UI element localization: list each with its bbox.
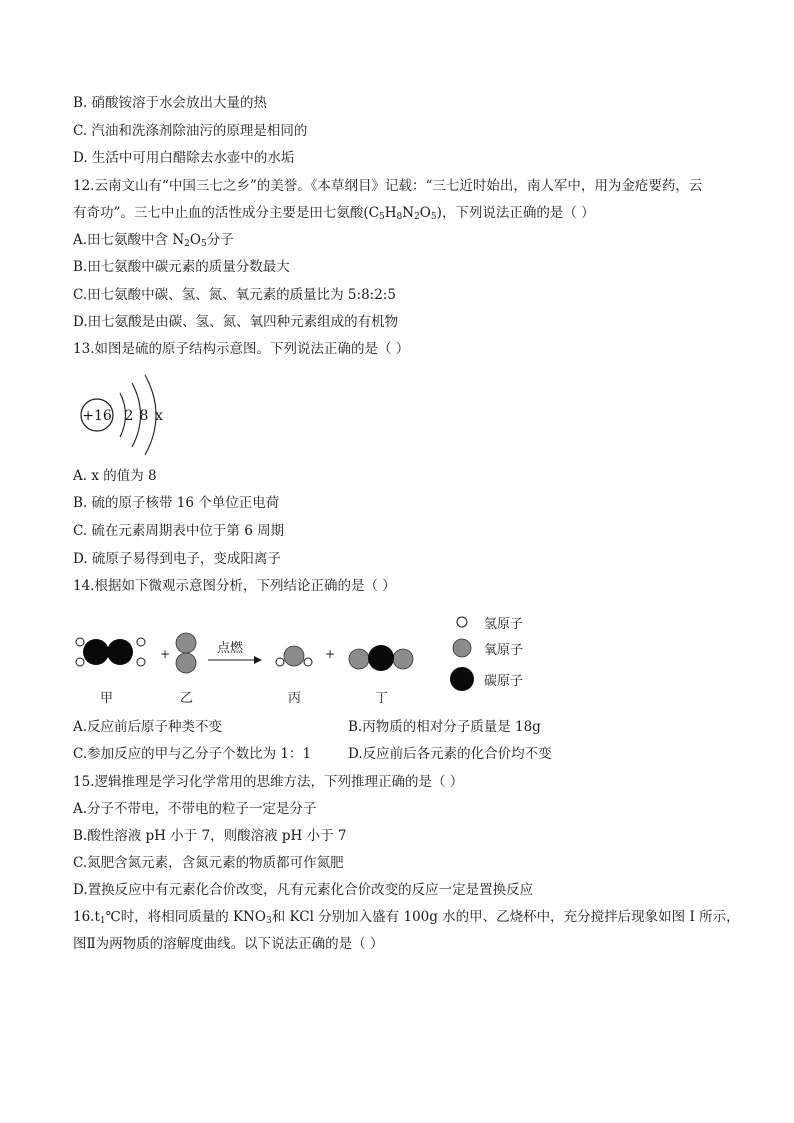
q13-option-b: B. 硫的原子核带 16 个单位正电荷 (73, 495, 280, 511)
q15-stem: 15.逻辑推理是学习化学常用的思维方法，下列推理正确的是（ ） (73, 774, 464, 790)
q12-option-c: C.田七氨酸中碳、氢、氮、氧元素的质量比为 5:8:2:5 (73, 287, 396, 303)
label-yi: 乙 (180, 691, 194, 706)
atom-legend (450, 610, 590, 700)
q12-option-d: D.田七氨酸是由碳、氢、氮、氧四种元素组成的有机物 (73, 314, 399, 330)
molecule-jia (76, 638, 145, 666)
shell-electrons-3: x (155, 408, 163, 424)
q16-stem-line1: $16.t_1℃$时，将相同质量的 $KNO_3$和 KCl 分别加入盛有 100g 水的甲、乙烧杯中，充分搅拌后现象如图 I 所示， (73, 909, 740, 926)
q11-option-c: C. 汽油和洗涤剂除油污的原理是相同的 (73, 123, 308, 139)
q14-stem: 14.根据如下微观示意图分析，下列结论正确的是（ ） (73, 578, 396, 594)
plus-sign: + (325, 647, 336, 661)
q13-stem: 13.如图是硫的原子结构示意图。下列说法正确的是（ ） (73, 341, 410, 357)
legend-carbon: 碳原子 (484, 674, 524, 689)
q15-option-c: C.氮肥含氮元素，含氮元素的物质都可作氮肥 (73, 855, 344, 871)
q12-stem-line1: 12.云南文山有“中国三七之乡”的美誉。《本草纲目》记载：“三七近时始出，南人军中，用为金疮要药，云 (73, 178, 703, 194)
carbon-legend-swatch (450, 667, 474, 691)
q15-option-d: D.置换反应中有元素化合价改变，凡有元素化合价改变的反应一定是置换反应 (73, 882, 534, 898)
sulfur-atom-diagram (73, 370, 203, 460)
q11-option-b: B. 硝酸铵溶于水会放出大量的热 (73, 95, 268, 111)
q14-option-b: B.丙物质的相对分子质量是 18g (348, 719, 541, 735)
q14-option-c: C.参加反应的甲与乙分子个数比为 1：1 (73, 746, 312, 762)
q16-stem-line2: 图Ⅱ为两物质的溶解度曲线。以下说法正确的是（ ） (73, 936, 384, 952)
legend-hydrogen: 氢原子 (484, 617, 524, 632)
label-jia: 甲 (100, 691, 114, 706)
nucleus-charge: +16 (82, 408, 112, 424)
hydrogen-legend-swatch (457, 617, 467, 627)
q15-option-a: A.分子不带电，不带电的粒子一定是分子 (73, 801, 317, 817)
shell-electrons-2: 8 (139, 408, 149, 424)
q13-option-d: D. 硫原子易得到电子，变成阳离子 (73, 551, 281, 567)
label-bing: 丙 (288, 691, 302, 706)
q13-option-a: A. x 的值为 8 (73, 468, 157, 484)
q12-option-b: B.田七氨酸中碳元素的质量分数最大 (73, 259, 290, 275)
molecule-ding (349, 645, 413, 671)
carbon-atom (107, 639, 133, 665)
q12-option-a: A.田七氨酸中含 $N_2O_5$分子 (73, 232, 234, 249)
q12-stem-line2: 有奇功”。三七中止血的活性成分主要是田七氨酸$(C_5H_8N_2O_5)$，下列说法正确的是（ ） (73, 205, 595, 222)
shell-electrons-1: 2 (124, 408, 134, 424)
molecule-bing (276, 646, 312, 666)
q14-option-a: A.反应前后原子种类不变 (73, 719, 223, 735)
molecule-yi (176, 633, 196, 673)
reaction-arrow (208, 656, 262, 664)
reaction-condition: 点燃 (216, 641, 244, 656)
carbon-atom (83, 639, 109, 665)
q11-option-d: D. 生活中可用白醋除去水壶中的水垢 (73, 150, 295, 166)
q13-option-c: C. 硫在元素周期表中位于第 6 周期 (73, 523, 285, 539)
legend-oxygen: 氧原子 (484, 643, 524, 658)
plus-sign: + (160, 647, 171, 661)
q14-option-d: D.反应前后各元素的化合价均不变 (348, 746, 552, 762)
oxygen-legend-swatch (453, 639, 471, 657)
q15-option-b: B.酸性溶液 pH 小于 7，则酸溶液 pH 小于 7 (73, 828, 347, 844)
label-ding: 丁 (375, 691, 389, 706)
